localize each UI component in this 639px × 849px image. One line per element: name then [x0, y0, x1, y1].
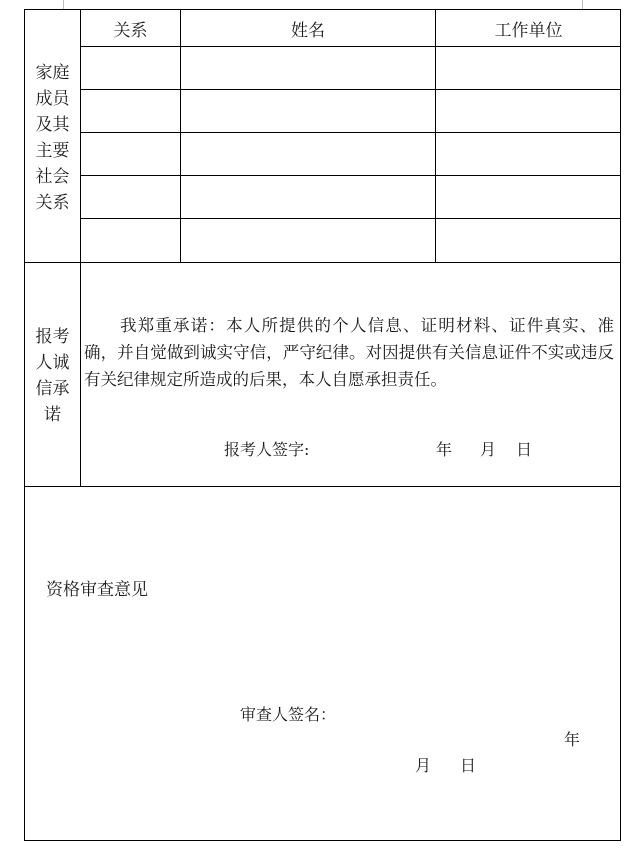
family-cell-relation[interactable]	[81, 133, 180, 175]
review-month-label: 月	[415, 756, 432, 775]
family-cell-name[interactable]	[181, 176, 435, 218]
page-edge-mark-left	[63, 0, 64, 9]
column-header-work-unit: 工作单位	[494, 20, 563, 41]
family-cell-work-unit[interactable]	[436, 133, 621, 175]
family-cell-work-unit[interactable]	[436, 176, 621, 218]
family-cell-name[interactable]	[181, 47, 435, 89]
review-year-label: 年	[564, 730, 581, 749]
review-opinion-field[interactable]	[30, 605, 615, 695]
family-cell-work-unit[interactable]	[436, 47, 621, 89]
section-divider-pledge-review	[24, 486, 621, 487]
family-section-label: 家庭 成员 及其 主要 社会 关系	[35, 63, 70, 213]
family-cell-relation[interactable]	[81, 90, 180, 132]
family-cell-name[interactable]	[181, 90, 435, 132]
applicant-signature-field[interactable]	[322, 436, 428, 462]
pledge-month-label: 月	[480, 440, 497, 459]
column-header-name: 姓名	[291, 20, 325, 41]
side-column-divider-pledge	[80, 262, 81, 486]
family-cell-work-unit[interactable]	[436, 90, 621, 132]
column-header-relation: 关系	[113, 20, 148, 41]
family-cell-name[interactable]	[181, 133, 435, 175]
family-cell-relation[interactable]	[81, 176, 180, 218]
pledge-text: 我郑重承诺：本人所提供的个人信息、证明材料、证件真实、准确，并自觉做到诚实守信，严守纪律。对因提供有关信息证件不实或违反有关纪律规定所造成的后果，本人自愿承担责任。	[84, 316, 614, 389]
review-day-label: 日	[460, 756, 477, 775]
family-cell-relation[interactable]	[81, 47, 180, 89]
applicant-signature-label: 报考人签字:	[224, 440, 310, 459]
pledge-year-label: 年	[436, 440, 453, 459]
family-cell-name[interactable]	[181, 219, 435, 262]
review-section-title: 资格审查意见	[46, 580, 148, 600]
page-edge-mark-right	[582, 0, 583, 9]
family-cell-relation[interactable]	[81, 219, 180, 262]
section-divider-family-pledge	[24, 262, 621, 263]
family-cell-work-unit[interactable]	[436, 219, 621, 262]
reviewer-signature-label: 审查人签名：	[240, 705, 337, 724]
pledge-day-label: 日	[516, 440, 533, 459]
pledge-section-label: 报考 人诚 信承 诺	[35, 327, 70, 425]
